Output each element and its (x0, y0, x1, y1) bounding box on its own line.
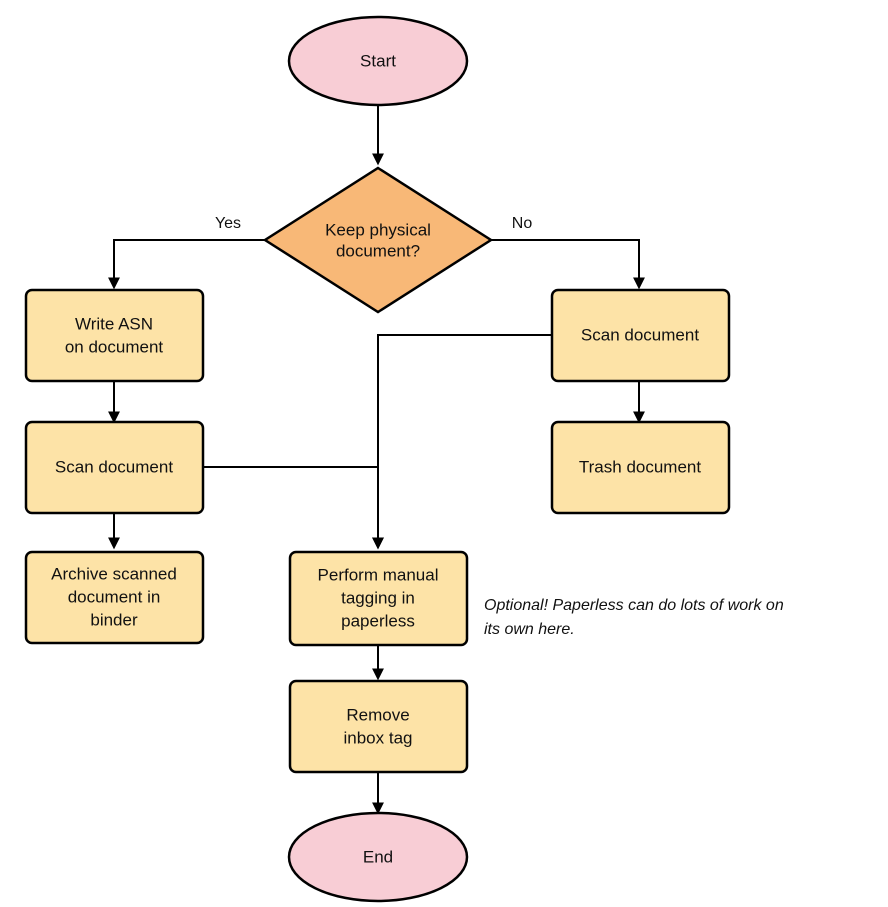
node-end[interactable] (289, 813, 467, 901)
archive-label-line2: document in (67, 587, 161, 607)
tagging-label-line3: paperless (341, 611, 415, 631)
archive-label-line3: binder (90, 610, 138, 630)
tagging-label-line2: tagging in (341, 588, 415, 608)
node-write-asn[interactable] (26, 290, 203, 381)
scan-right-label: Scan document (580, 325, 700, 345)
edge-label-yes: Yes (214, 215, 242, 232)
trash-label: Trash document (578, 457, 702, 477)
scan-left-label: Scan document (54, 457, 174, 477)
start-label: Start (360, 51, 396, 71)
end-label: End (362, 847, 394, 867)
node-perform-manual-tagging[interactable] (290, 552, 467, 645)
write-asn-label-line2: on document (64, 337, 164, 357)
decision-label-line2: document? (335, 241, 421, 261)
write-asn-label-line1: Write ASN (74, 314, 154, 334)
node-scan-document-right[interactable] (552, 290, 729, 381)
node-archive-scanned-document[interactable] (26, 552, 203, 643)
optional-note (484, 597, 784, 638)
edge-scan-right-to-tagging (378, 335, 553, 547)
edge-decision-no-to-scan-right (491, 240, 639, 287)
node-start[interactable] (289, 17, 467, 105)
write-asn-box (26, 290, 203, 381)
node-decision-keep-physical-document[interactable] (265, 168, 491, 312)
remove-inbox-box (290, 681, 467, 772)
edge-decision-yes-to-write-asn (114, 240, 265, 287)
node-scan-document-left[interactable] (26, 422, 203, 513)
note-line2: its own here. (484, 621, 575, 638)
node-trash-document[interactable] (552, 422, 729, 513)
tagging-label-line1: Perform manual (317, 565, 439, 585)
note-line1: Optional! Paperless can do lots of work on (484, 597, 784, 614)
node-remove-inbox-tag[interactable] (290, 681, 467, 772)
remove-inbox-label-line1: Remove (346, 705, 410, 725)
edge-scan-left-to-tagging (204, 467, 378, 547)
decision-diamond (265, 168, 491, 312)
remove-inbox-label-line2: inbox tag (343, 728, 413, 748)
archive-label-line1: Archive scanned (51, 564, 177, 584)
decision-label-line1: Keep physical (325, 220, 431, 240)
edge-label-no: No (511, 215, 533, 232)
